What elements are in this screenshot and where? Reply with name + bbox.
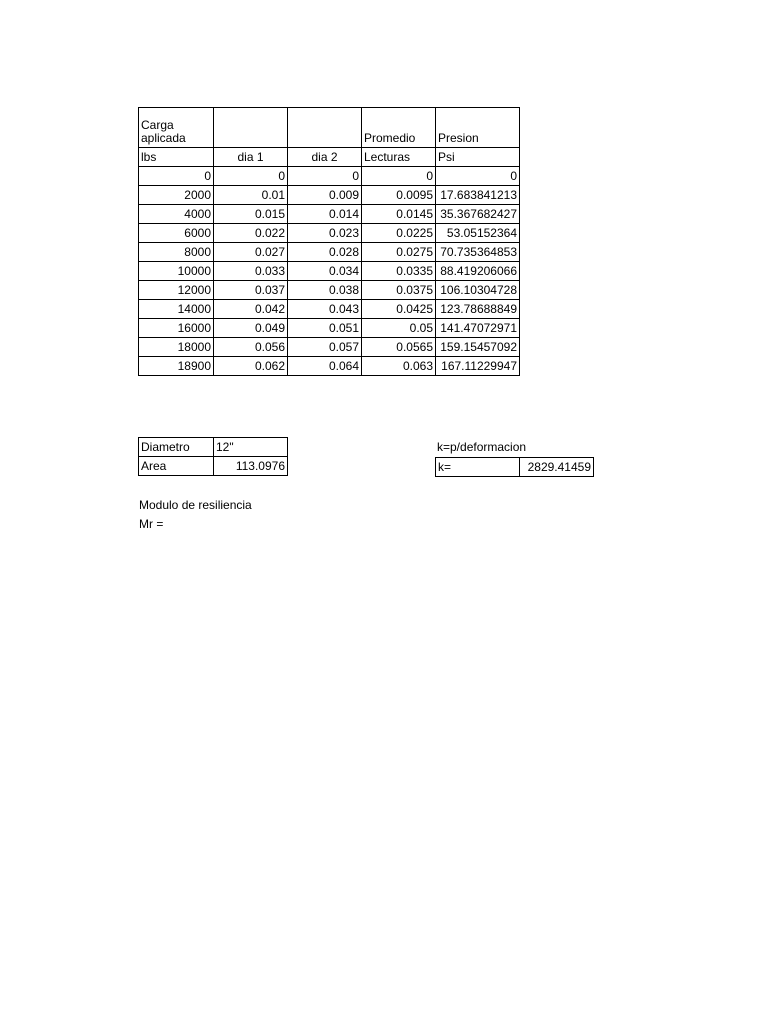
k-formula: k=p/deformacion: [437, 440, 527, 454]
table-cell: 0.027: [214, 243, 288, 262]
modulo-title: Modulo de resiliencia: [139, 498, 252, 512]
k-label: k=: [436, 458, 520, 477]
header-psi: Psi: [436, 148, 520, 167]
table-cell: 0.0565: [362, 338, 436, 357]
data-table: [138, 107, 520, 376]
header-promedio: Promedio: [362, 108, 436, 148]
table-cell: 0.062: [214, 357, 288, 376]
table-cell: 6000: [139, 224, 214, 243]
table-cell: 35.367682427: [436, 205, 520, 224]
table-cell: 0.057: [288, 338, 362, 357]
table-cell: 0.0425: [362, 300, 436, 319]
diametro-row: [139, 438, 288, 457]
area-value: 113.0976: [214, 457, 288, 476]
table-row: [139, 357, 520, 376]
table-cell: 0.037: [214, 281, 288, 300]
header-carga: Carga aplicada: [139, 108, 214, 148]
k-value: 2829.41459: [520, 458, 594, 477]
table-cell: 0.022: [214, 224, 288, 243]
table-row: [139, 338, 520, 357]
table-cell: 141.47072971: [436, 319, 520, 338]
table-cell: 0.0145: [362, 205, 436, 224]
table-row: [139, 205, 520, 224]
table-cell: 0.009: [288, 186, 362, 205]
table-cell: 0.033: [214, 262, 288, 281]
table-cell: 106.10304728: [436, 281, 520, 300]
table-cell: 16000: [139, 319, 214, 338]
table-cell: 12000: [139, 281, 214, 300]
table-cell: 0: [436, 167, 520, 186]
table-cell: 0.034: [288, 262, 362, 281]
table-cell: 0.051: [288, 319, 362, 338]
table-cell: 0.064: [288, 357, 362, 376]
table-cell: 8000: [139, 243, 214, 262]
table-row: [139, 224, 520, 243]
table-row: [139, 300, 520, 319]
table-cell: 0.049: [214, 319, 288, 338]
header-row-bottom: [139, 148, 520, 167]
table-row: [139, 243, 520, 262]
table-cell: 0.0275: [362, 243, 436, 262]
table-row: [139, 186, 520, 205]
table-cell: 0.015: [214, 205, 288, 224]
header-dia1: dia 1: [214, 148, 288, 167]
table-row: [139, 319, 520, 338]
mr-label: Mr =: [139, 517, 164, 531]
header-lbs: lbs: [139, 148, 214, 167]
k-table: [435, 457, 594, 477]
table-cell: 0.028: [288, 243, 362, 262]
table-row: [139, 167, 520, 186]
table-cell: 88.419206066: [436, 262, 520, 281]
table-cell: 159.15457092: [436, 338, 520, 357]
header-blank-2: [288, 108, 362, 148]
area-label: Area: [139, 457, 214, 476]
table-cell: 0: [362, 167, 436, 186]
diametro-value: 12": [214, 438, 288, 457]
table-cell: 0.056: [214, 338, 288, 357]
table-cell: 0: [214, 167, 288, 186]
table-cell: 0.0375: [362, 281, 436, 300]
area-row: [139, 457, 288, 476]
table-cell: 0.042: [214, 300, 288, 319]
header-presion: Presion: [436, 108, 520, 148]
header-row-top: [139, 108, 520, 148]
table-cell: 18000: [139, 338, 214, 357]
header-lecturas: Lecturas: [362, 148, 436, 167]
table-cell: 10000: [139, 262, 214, 281]
table-cell: 0.014: [288, 205, 362, 224]
table-row: [139, 262, 520, 281]
table-cell: 0.063: [362, 357, 436, 376]
header-dia2: dia 2: [288, 148, 362, 167]
table-cell: 70.735364853: [436, 243, 520, 262]
table-cell: 0.05: [362, 319, 436, 338]
k-row: [436, 458, 594, 477]
table-row: [139, 281, 520, 300]
header-blank-1: [214, 108, 288, 148]
table-cell: 0.01: [214, 186, 288, 205]
table-cell: 0.0335: [362, 262, 436, 281]
table-cell: 53.05152364: [436, 224, 520, 243]
table-cell: 0.043: [288, 300, 362, 319]
table-cell: 0.023: [288, 224, 362, 243]
table-cell: 167.11229947: [436, 357, 520, 376]
table-cell: 0: [288, 167, 362, 186]
table-cell: 2000: [139, 186, 214, 205]
table-cell: 0.038: [288, 281, 362, 300]
table-cell: 0: [139, 167, 214, 186]
table-cell: 14000: [139, 300, 214, 319]
table-cell: 0.0225: [362, 224, 436, 243]
diametro-label: Diametro: [139, 438, 214, 457]
table-cell: 17.683841213: [436, 186, 520, 205]
table-cell: 4000: [139, 205, 214, 224]
table-cell: 123.78688849: [436, 300, 520, 319]
table-cell: 18900: [139, 357, 214, 376]
properties-table: [138, 437, 288, 476]
table-cell: 0.0095: [362, 186, 436, 205]
